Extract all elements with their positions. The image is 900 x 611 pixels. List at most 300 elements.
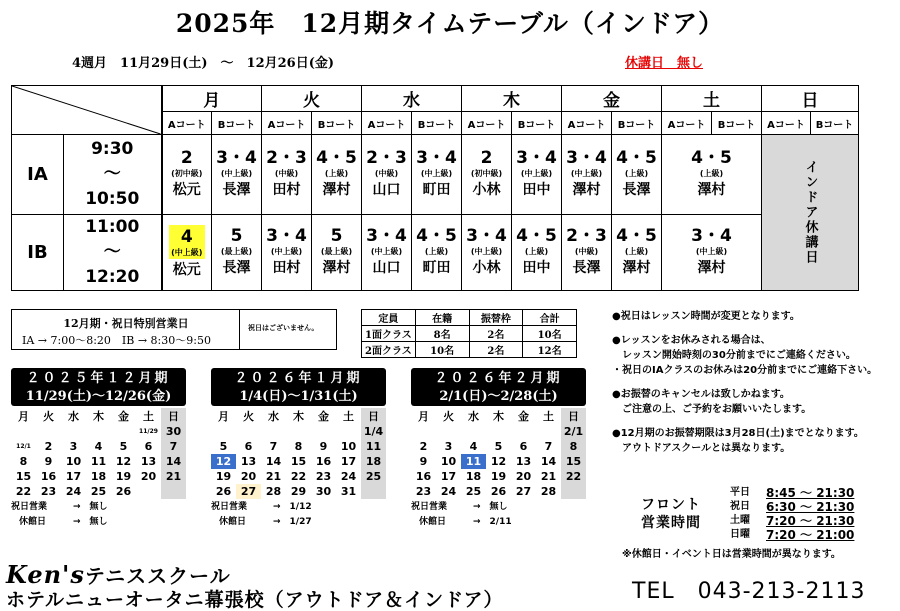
holiday-label: 祝日営業	[211, 502, 248, 512]
calendar-week	[411, 424, 586, 439]
lesson-cell	[212, 215, 262, 291]
calendar-day: 22	[561, 469, 586, 484]
lesson-grade: (中上級)	[570, 169, 603, 178]
court-a-label: Aコート	[662, 112, 712, 135]
holiday-hours-note: 祝日はございません。	[248, 323, 319, 332]
lesson-grade: (中上級)	[370, 247, 403, 256]
calendar-footer	[11, 500, 186, 530]
lesson-coach: 長澤	[572, 260, 601, 276]
lesson-grade: (初中級)	[171, 169, 203, 178]
weekday-label: 土	[343, 410, 354, 423]
lesson-grade: (中上級)	[171, 247, 203, 257]
calendar-day: 9	[44, 455, 53, 468]
lesson-coach: 山口	[372, 182, 401, 198]
lesson-cell	[162, 215, 212, 291]
calendar-day: 5	[119, 440, 128, 453]
calendar-day: 21	[540, 470, 557, 483]
closed-value: → 1/27	[273, 517, 312, 527]
holiday-label: 祝日営業	[411, 502, 448, 512]
calendar-day	[411, 424, 436, 439]
calendar-day: 9	[419, 455, 428, 468]
capacity-cell: 1面クラス	[362, 326, 416, 342]
lesson-grade: (最上級)	[320, 247, 353, 256]
calendar-weekdays	[11, 408, 186, 424]
calendar-month: ２０２５年１２月期	[26, 371, 171, 386]
calendar-day: 10	[65, 455, 82, 468]
lesson-grade: (中上級)	[220, 169, 253, 178]
lesson-cell	[312, 135, 362, 215]
calendar-day: 11	[461, 454, 486, 469]
lesson-coach: 小林	[472, 260, 501, 276]
holiday-hours-title: 12月期・祝日特別営業日	[63, 317, 189, 330]
weekday-label: 水	[468, 410, 479, 423]
weekday-label: 火	[243, 410, 254, 423]
calendar-weekdays	[411, 408, 586, 424]
court-b-label: Bコート	[811, 112, 859, 135]
day-sun: 日	[762, 86, 859, 112]
capacity-row	[362, 342, 577, 358]
capacity-header-cell: 振替枠	[469, 310, 523, 326]
holiday-value: → 無し	[473, 502, 508, 512]
calendar-day: 7	[161, 439, 186, 454]
calendar-week	[211, 469, 386, 484]
day-tue: 火	[262, 86, 362, 112]
calendar-day: 21	[265, 470, 282, 483]
calendar-header	[411, 368, 586, 406]
court-b-label: Bコート	[512, 112, 562, 135]
capacity-cell: 10名	[523, 326, 577, 342]
lesson-level: 2	[480, 148, 493, 168]
period-range: 4週月 11月29日(土) ～ 12月26日(金)	[72, 56, 335, 71]
calendar-day: 26	[215, 485, 232, 498]
lesson-level: 4・5	[416, 226, 457, 246]
calendar-day: 17	[340, 455, 357, 468]
calendar-day: 2	[44, 440, 53, 453]
calendar-week	[11, 484, 186, 499]
holiday-hours-left	[12, 310, 240, 349]
calendar-day: 31	[340, 485, 357, 498]
hours-row	[728, 500, 856, 514]
calendar-day: 18	[361, 454, 386, 469]
calendar-day: 2/1	[561, 424, 586, 439]
calendar-range: 11/29(土)～12/26(金)	[25, 389, 172, 404]
hours-day: 日曜	[730, 529, 750, 540]
calendar-day: 22	[290, 470, 307, 483]
lesson-cell	[362, 135, 412, 215]
holiday-hours-times: IA → 7:00～8:20 IB → 8:30～9:50	[22, 334, 211, 347]
calendar-day: 23	[40, 485, 57, 498]
lesson-level: 3・4	[416, 148, 457, 168]
calendar-week	[211, 424, 386, 439]
lesson-grade: (中上級)	[420, 169, 453, 178]
calendar-day: 11/29	[139, 428, 158, 435]
time-ia	[64, 135, 162, 215]
closed-label: 休館日	[219, 517, 247, 527]
calendar-day	[261, 424, 286, 439]
lesson-coach: 田中	[522, 260, 551, 276]
weekday-label: 日	[361, 408, 386, 424]
capacity-cell: 2名	[469, 326, 523, 342]
calendar-footer	[411, 500, 586, 530]
lesson-cell	[562, 135, 612, 215]
weekday-label: 火	[443, 410, 454, 423]
calendar-day: 1/4	[361, 424, 386, 439]
calendar-day: 14	[265, 455, 282, 468]
calendar-day: 20	[515, 470, 532, 483]
lesson-grade: (中上級)	[470, 247, 503, 256]
calendar-day: 11	[361, 439, 386, 454]
note-item: ●お振替のキャンセルは致しかねます。	[612, 389, 790, 400]
calendar-day	[111, 424, 136, 439]
calendar-day	[311, 424, 336, 439]
closed-label: 休館日	[419, 517, 447, 527]
lesson-coach: 松元	[172, 182, 201, 198]
calendar-day: 28	[540, 485, 557, 498]
calendar-day: 2	[419, 440, 428, 453]
note-item: ●12月期のお振替期限は3月28日(土)までとなります。	[612, 428, 864, 439]
calendar-day: 6	[519, 440, 528, 453]
calendar-week	[11, 454, 186, 469]
lesson-cell	[162, 135, 212, 215]
lesson-coach: 澤村	[697, 182, 726, 198]
lesson-grade: (最上級)	[220, 247, 253, 256]
calendar-day: 10	[340, 440, 357, 453]
court-b-label: Bコート	[312, 112, 362, 135]
weekday-label: 火	[43, 410, 54, 423]
row-ib	[12, 215, 859, 291]
court-a-label: Aコート	[762, 112, 811, 135]
court-a-label: Aコート	[162, 112, 212, 135]
court-b-label: Bコート	[612, 112, 662, 135]
calendar-grid	[11, 408, 186, 499]
lesson-coach: 小林	[472, 182, 501, 198]
holiday-label: 祝日営業	[11, 502, 48, 512]
calendar-day: 15	[290, 455, 307, 468]
lesson-level: 4	[180, 226, 193, 247]
weekday-label: 日	[561, 408, 586, 424]
calendar-day: 30	[161, 424, 186, 439]
lesson-coach: 澤村	[572, 182, 601, 198]
lesson-cell	[612, 135, 662, 215]
calendar-grid	[411, 408, 586, 499]
calendar-feb	[411, 368, 586, 530]
lesson-level: 4・5	[616, 148, 657, 168]
weekday-label: 月	[418, 410, 429, 423]
hours-time: 6:30 ～ 21:30	[766, 500, 855, 514]
front-label-line: フロント	[641, 497, 701, 513]
calendar-week	[211, 439, 386, 454]
calendar-day: 12	[490, 455, 507, 468]
capacity-cell: 10名	[415, 342, 469, 358]
calendar-day: 19	[115, 470, 132, 483]
weekday-label: 木	[293, 410, 304, 423]
lesson-coach: 町田	[422, 260, 451, 276]
day-wed: 水	[362, 86, 462, 112]
closed-label: 休館日	[19, 517, 47, 527]
lesson-grade: (上級)	[424, 247, 449, 256]
lesson-grade: (中級)	[374, 169, 399, 178]
calendar-day: 25	[465, 485, 482, 498]
hours-day: 平日	[730, 487, 750, 498]
lesson-grade: (上級)	[624, 247, 649, 256]
calendar-day: 12/1	[16, 443, 31, 450]
calendar-day: 20	[240, 470, 257, 483]
calendar-week	[411, 439, 586, 454]
calendar-day: 3	[69, 440, 78, 453]
holiday-value: → 無し	[73, 502, 108, 512]
lesson-grade: (中上級)	[270, 247, 303, 256]
calendar-day: 16	[415, 470, 432, 483]
calendar-day: 24	[340, 470, 357, 483]
calendar-day	[236, 424, 261, 439]
calendar-header	[211, 368, 386, 406]
calendar-day: 5	[219, 440, 228, 453]
calendar-week	[11, 469, 186, 484]
calendar-dec	[11, 368, 186, 530]
note-item: ●祝日はレッスン時間が変更となります。	[612, 311, 800, 322]
calendar-day: 18	[90, 470, 107, 483]
calendar-week	[211, 484, 386, 499]
calendar-jan	[211, 368, 386, 530]
lesson-level: 5	[330, 226, 343, 246]
calendar-day	[436, 424, 461, 439]
calendar-day: 26	[490, 485, 507, 498]
lesson-coach: 田中	[522, 182, 551, 198]
capacity-cell: 12名	[523, 342, 577, 358]
court-a-label: Aコート	[262, 112, 312, 135]
hours-row	[728, 486, 856, 500]
lesson-level: 3・4	[566, 148, 607, 168]
lesson-level: 2・3	[566, 226, 607, 246]
lesson-level: 3・4	[266, 226, 307, 246]
calendar-month: ２０２６年２月期	[434, 371, 563, 386]
calendar-day: 20	[140, 470, 157, 483]
calendar-week	[11, 439, 186, 454]
weekday-label: 月	[218, 410, 229, 423]
calendar-day: 29	[290, 485, 307, 498]
lesson-grade: (中上級)	[695, 247, 728, 256]
closed-value: → 2/11	[473, 517, 512, 527]
weekday-label: 木	[93, 410, 104, 423]
calendar-range: 1/4(日)～1/31(土)	[239, 389, 358, 404]
court-a-label: Aコート	[362, 112, 412, 135]
calendar-day: 15	[561, 454, 586, 469]
calendar-day: 18	[465, 470, 482, 483]
calendar-day	[461, 424, 486, 439]
front-hours-table	[728, 486, 856, 542]
hours-time: 8:45 ～ 21:30	[766, 486, 855, 500]
lesson-level: 3・4	[216, 148, 257, 168]
time-start: 9:30	[91, 139, 134, 159]
calendar-day	[511, 424, 536, 439]
sunday-closed	[762, 135, 859, 291]
court-a-label: Aコート	[462, 112, 512, 135]
court-b-label: Bコート	[712, 112, 762, 135]
lesson-coach: 長澤	[622, 182, 651, 198]
capacity-header-cell: 定員	[362, 310, 416, 326]
capacity-header	[362, 310, 577, 326]
lesson-cell	[362, 215, 412, 291]
lesson-level: 3・4	[466, 226, 507, 246]
lesson-coach: 澤村	[697, 260, 726, 276]
row-ia	[12, 135, 859, 215]
calendar-grid	[211, 408, 386, 499]
calendar-day: 19	[490, 470, 507, 483]
lesson-coach: 長澤	[222, 182, 251, 198]
court-a-label: Aコート	[562, 112, 612, 135]
weekday-label: 水	[68, 410, 79, 423]
lesson-cell	[262, 135, 312, 215]
calendar-day: 15	[15, 470, 32, 483]
calendar-day: 8	[19, 455, 28, 468]
lesson-level: 3・4	[366, 226, 407, 246]
capacity-table	[361, 309, 577, 358]
lesson-level: 3・4	[691, 226, 732, 246]
lesson-coach: 田村	[272, 182, 301, 198]
lesson-coach: 松元	[172, 261, 201, 278]
calendar-day: 28	[265, 485, 282, 498]
court-b-label: Bコート	[412, 112, 462, 135]
lesson-cell-sat	[662, 215, 762, 291]
hours-row	[728, 514, 856, 528]
calendar-day: 16	[315, 455, 332, 468]
lesson-highlight	[169, 225, 206, 259]
calendar-day: 8	[561, 439, 586, 454]
phone-number: TEL 043-213-2113	[632, 579, 866, 604]
calendar-day: 12	[211, 454, 236, 469]
calendar-day: 21	[161, 469, 186, 484]
calendar-day: 26	[115, 485, 132, 498]
lesson-cell	[412, 135, 462, 215]
lesson-grade: (初中級)	[470, 169, 503, 178]
calendar-day: 19	[215, 470, 232, 483]
holiday-hours-box	[11, 309, 337, 350]
lesson-cell	[612, 215, 662, 291]
weekday-label: 月	[18, 410, 29, 423]
weekday-label: 木	[493, 410, 504, 423]
front-hours-label	[636, 496, 706, 532]
lesson-coach: 澤村	[322, 260, 351, 276]
lesson-coach: 長澤	[222, 260, 251, 276]
capacity-header-cell: 合計	[523, 310, 577, 326]
lesson-coach: 町田	[422, 182, 451, 198]
capacity-header-cell: 在籍	[415, 310, 469, 326]
calendar-week	[411, 469, 586, 484]
capacity-cell: 2面クラス	[362, 342, 416, 358]
lesson-cell	[562, 215, 612, 291]
calendar-day	[161, 484, 186, 499]
lesson-cell	[412, 215, 462, 291]
lesson-grade: (上級)	[699, 169, 724, 178]
calendar-day: 17	[65, 470, 82, 483]
calendar-day: 7	[544, 440, 553, 453]
time-wave: ～	[103, 164, 121, 184]
class-name-ia: IA	[12, 135, 64, 215]
lesson-level: 2・3	[266, 148, 307, 168]
lesson-coach: 澤村	[622, 260, 651, 276]
note-item: ●レッスンをお休みされる場合は、	[612, 335, 771, 346]
brand-logo: Ken's	[6, 560, 85, 589]
calendar-day: 24	[440, 485, 457, 498]
calendar-day: 16	[40, 470, 57, 483]
calendar-day: 7	[269, 440, 278, 453]
calendar-day: 17	[440, 470, 457, 483]
lesson-grade: (中級)	[274, 169, 299, 178]
lesson-level: 4・5	[516, 226, 557, 246]
weekday-label: 金	[118, 410, 129, 423]
calendar-day: 10	[440, 455, 457, 468]
timetable	[11, 85, 859, 291]
lesson-grade: (中級)	[574, 247, 599, 256]
calendar-week	[211, 454, 386, 469]
lesson-cell	[312, 215, 362, 291]
brand-name: テニススクール	[84, 564, 231, 588]
calendar-day: 13	[515, 455, 532, 468]
calendar-day: 27	[236, 484, 261, 499]
sunday-closed-text: インドア休講日	[802, 160, 818, 265]
calendar-range: 2/1(日)～2/28(土)	[439, 389, 558, 404]
note-item: レッスン開始時刻の30分前までにご連絡ください。	[612, 350, 856, 361]
closed-days-note: 休講日 無し	[625, 56, 704, 71]
calendar-day: 6	[144, 440, 153, 453]
front-label-line: 営業時間	[641, 515, 701, 531]
calendar-day	[336, 424, 361, 439]
calendar-day: 4	[469, 440, 478, 453]
calendar-weekdays	[211, 408, 386, 424]
lesson-level: 4・5	[316, 148, 357, 168]
weekday-label: 水	[268, 410, 279, 423]
header-corner	[12, 86, 162, 135]
calendar-day: 25	[90, 485, 107, 498]
court-b-label: Bコート	[212, 112, 262, 135]
hours-note: ※休館日・イベント日は営業時間が異なります。	[622, 549, 841, 560]
lesson-cell	[462, 215, 512, 291]
time-ib	[64, 215, 162, 291]
weekday-label: 土	[143, 410, 154, 423]
lesson-coach: 澤村	[322, 182, 351, 198]
calendar-day	[286, 424, 311, 439]
hours-day: 祝日	[730, 501, 750, 512]
calendar-day: 23	[415, 485, 432, 498]
calendar-day: 27	[515, 485, 532, 498]
class-name-ib: IB	[12, 215, 64, 291]
calendar-day: 30	[315, 485, 332, 498]
lesson-grade: (上級)	[324, 169, 349, 178]
calendar-footer	[211, 500, 386, 530]
calendar-day	[561, 484, 586, 499]
lesson-level: 3・4	[516, 148, 557, 168]
calendar-day: 14	[161, 454, 186, 469]
school-name: ホテルニューオータニ幕張校（アウトドア＆インドア）	[6, 589, 504, 611]
calendar-day	[361, 484, 386, 499]
calendar-day: 22	[15, 485, 32, 498]
calendar-day	[11, 424, 36, 439]
calendar-day: 24	[65, 485, 82, 498]
lesson-cell	[512, 135, 562, 215]
time-start: 11:00	[85, 217, 140, 237]
calendar-day: 6	[244, 440, 253, 453]
note-item: アウトドアスクールとは異なります。	[612, 443, 791, 454]
calendar-day: 25	[361, 469, 386, 484]
lesson-grade: (中上級)	[520, 169, 553, 178]
lesson-grade: (上級)	[624, 169, 649, 178]
lesson-level: 2・3	[366, 148, 407, 168]
calendar-month: ２０２６年１月期	[234, 371, 363, 386]
capacity-cell: 8名	[415, 326, 469, 342]
calendar-day: 9	[319, 440, 328, 453]
hours-day: 土曜	[730, 515, 750, 526]
calendar-day: 23	[315, 470, 332, 483]
